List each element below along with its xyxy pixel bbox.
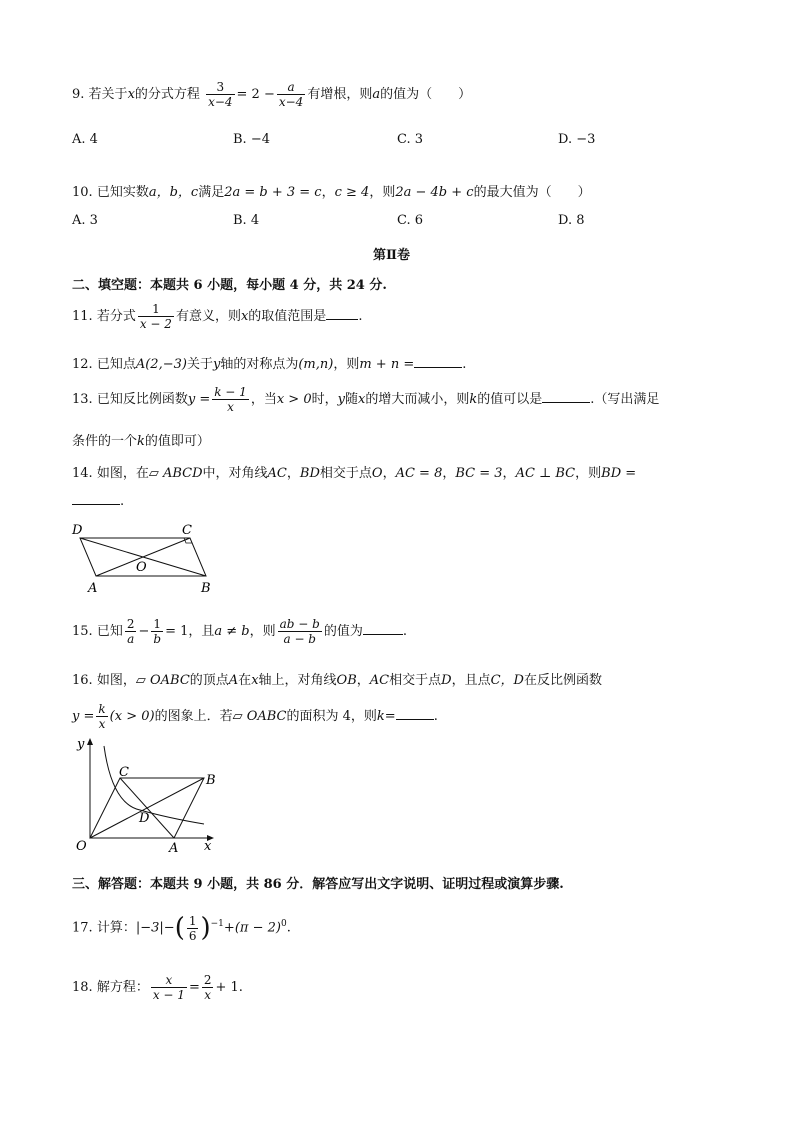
question-10: 10. 已知实数a，b，c满足2a = b + 3 = c，c ≥ 4，则2a − 4b + c的最大值为（ ）: [72, 185, 591, 200]
question-number: 16.: [72, 673, 93, 688]
question-number: 10.: [72, 185, 93, 200]
answer-blank: [72, 503, 120, 505]
label-o: O: [136, 560, 147, 575]
fraction: $\frac{k}{x}$: [98, 702, 106, 731]
label-b: B: [206, 773, 216, 788]
fraction: $\frac{a}{x-4}$: [278, 80, 304, 109]
option-a: A. 3: [72, 213, 98, 228]
section-heading: 三、解答题：本题共 9 小题，共 86 分．解答应写出文字说明、证明过程或演算步骤.: [72, 877, 564, 892]
question-number: 18.: [72, 980, 93, 995]
question-17: 17. 计算：|−3|−( $\frac{1}{6}$ )$^{-1}+(\pi - 2)^0$.: [72, 913, 291, 943]
option-d: D. −3: [558, 132, 596, 147]
question-number: 17.: [72, 920, 93, 936]
section-heading: 二、填空题：本题共 6 小题，每小题 4 分，共 24 分.: [72, 278, 387, 293]
label-d: D: [139, 811, 150, 826]
section-title: 第Ⅱ卷: [373, 248, 410, 263]
answer-blank: [396, 718, 434, 720]
answer-blank: [326, 318, 358, 320]
question-15: 15. 已知 $\frac{2}{a}$ − $\frac{1}{b}$ = 1，且a ≠ b，则 $\frac{ab - b}{a - b}$ 的值为 .: [72, 617, 407, 646]
question-number: 12.: [72, 357, 93, 372]
option-b: B. −4: [233, 132, 270, 147]
question-number: 14.: [72, 466, 93, 481]
label-b: B: [201, 581, 211, 596]
question-18: 18. 解方程： $\frac{x}{x - 1}$ = $\frac{2}{x}$ + 1.: [72, 973, 243, 1002]
label-c: C: [182, 523, 192, 538]
question-number: 15.: [72, 624, 93, 639]
question-9: 9. 若关于x的分式方程 $\frac{3}{x-4}$ = 2 − $\frac{a}{x-4}$ 有增根，则a的值为（ ）: [72, 80, 472, 109]
answer-blank: [414, 366, 462, 368]
question-12: 12. 已知点A(2,−3)关于y轴的对称点为(m,n)，则m + n = .: [72, 357, 467, 372]
fraction: $\frac{1}{x - 2}$: [139, 302, 172, 331]
fraction: $\frac{ab - b}{a - b}$: [279, 617, 320, 646]
question-number: 9.: [72, 87, 85, 102]
label-o: O: [76, 839, 87, 854]
option-c: C. 3: [397, 132, 424, 147]
question-number: 11.: [72, 309, 93, 324]
question-14: 14. 如图，在▱ ABCD中，对角线AC，BD相交于点O，AC = 8，BC = 3，AC ⊥ BC，则BD =: [72, 466, 637, 481]
fraction: $\frac{2}{a}$: [126, 617, 135, 646]
question-14-line2: .: [72, 494, 124, 509]
question-number: 13.: [72, 392, 93, 407]
fraction: $\frac{1}{6}$: [188, 913, 197, 943]
label-a: A: [169, 841, 179, 856]
fraction: $\frac{k - 1}{x}$: [214, 385, 247, 414]
fraction: $\frac{3}{x-4}$: [208, 80, 233, 109]
fraction: $\frac{x}{x - 1}$: [152, 973, 185, 1002]
label-c: C: [119, 765, 129, 780]
label-d: D: [72, 523, 83, 538]
question-13: 13. 已知反比例函数y = $\frac{k - 1}{x}$ ，当x > 0时，y随x的增大而减小，则k的值可以是 .（写出满足: [72, 385, 660, 414]
figure-parallelogram-oabc: [68, 734, 228, 856]
figure-parallelogram-abcd: [68, 520, 218, 598]
option-b: B. 4: [233, 213, 260, 228]
fraction: $\frac{1}{b}$: [153, 617, 162, 646]
question-16: 16. 如图，▱ OABC的顶点A在x轴上，对角线OB，AC相交于点D，且点C，D在反比例函数: [72, 673, 602, 688]
label-a: A: [88, 581, 98, 596]
question-13-line2: 条件的一个k的值即可）: [72, 434, 210, 449]
answer-blank: [542, 401, 590, 403]
answer-blank: [363, 633, 403, 635]
label-y: y: [77, 737, 85, 752]
question-16-line2: y = $\frac{k}{x}$ (x > 0)的图象上．若▱ OABC的面积为 4，则k= .: [72, 702, 438, 731]
label-x: x: [204, 839, 212, 854]
option-c: C. 6: [397, 213, 424, 228]
question-11: 11. 若分式 $\frac{1}{x - 2}$ 有意义，则x的取值范围是 .: [72, 302, 363, 331]
option-d: D. 8: [558, 213, 585, 228]
option-a: A. 4: [72, 132, 98, 147]
fraction: $\frac{2}{x}$: [203, 973, 212, 1002]
